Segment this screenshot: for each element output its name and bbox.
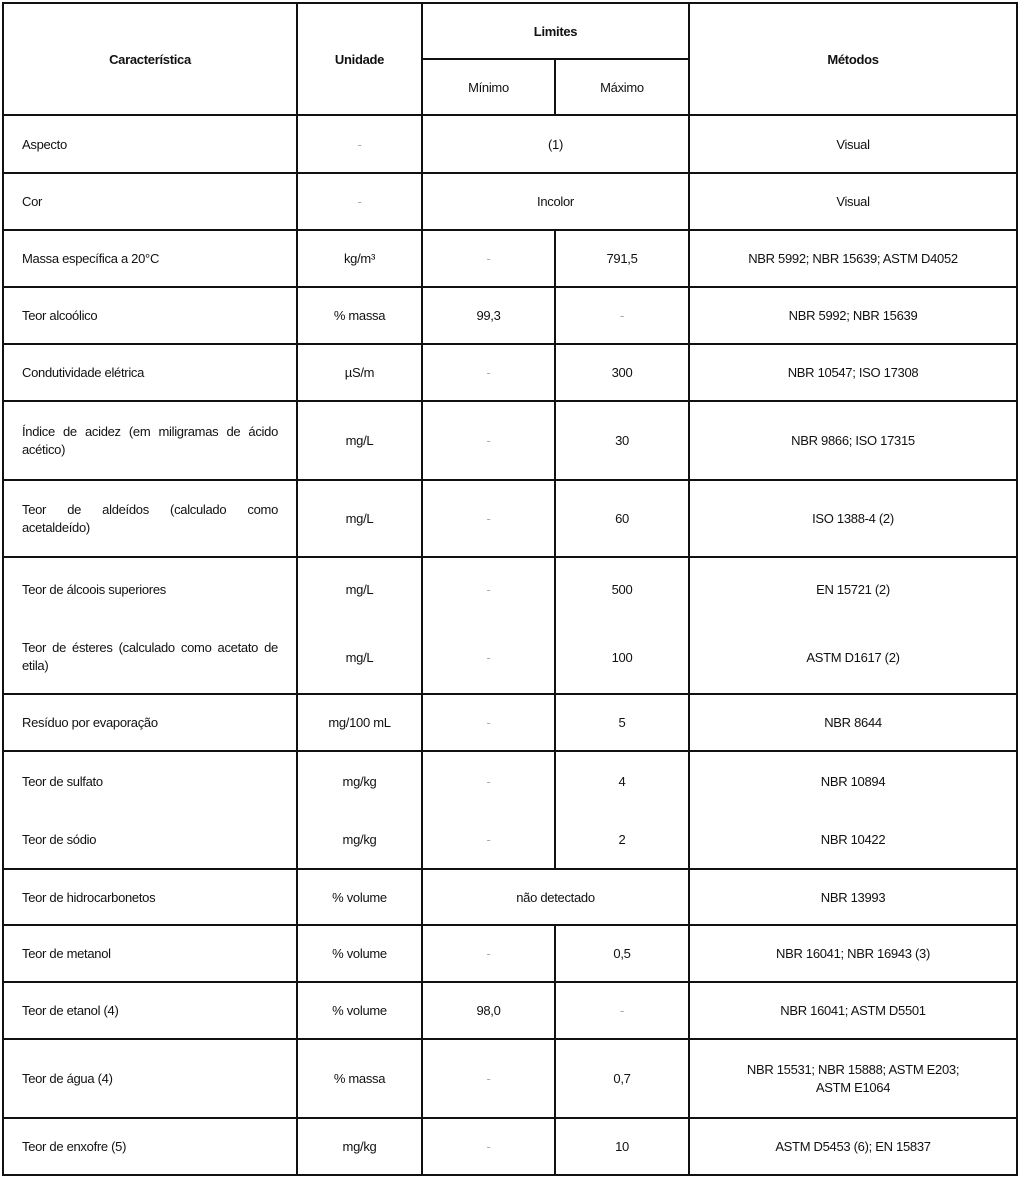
header-unidade: Unidade (297, 3, 422, 115)
cell-maximo: 4 (618, 773, 626, 789)
cell-limite: não detectado (422, 869, 689, 925)
cell-metodos: NBR 10894 (820, 773, 886, 789)
cell-metodos: Visual (689, 173, 1017, 230)
cell-maximo: 300 (555, 344, 689, 401)
cell-caracteristica: Teor de enxofre (5) (3, 1118, 297, 1175)
cell-metodos: ISO 1388-4 (2) (689, 480, 1017, 557)
cell-unidade-group (297, 751, 422, 869)
table-row-group (3, 751, 1017, 869)
cell-minimo: - (486, 582, 491, 598)
cell-unidade: - (297, 173, 422, 230)
cell-caracteristica-group (3, 751, 297, 869)
cell-unidade: mg/L (345, 582, 374, 598)
cell-limite: Incolor (422, 173, 689, 230)
cell-minimo: - (422, 401, 555, 480)
cell-unidade: µS/m (297, 344, 422, 401)
table-row (3, 480, 1017, 557)
cell-unidade: mg/L (297, 401, 422, 480)
cell-caracteristica: Resíduo por evaporação (3, 694, 297, 751)
cell-caracteristica: Teor de água (4) (3, 1039, 297, 1118)
cell-unidade: mg/L (297, 480, 422, 557)
cell-minimo-group (422, 751, 555, 869)
cell-metodos: NBR 16041; ASTM D5501 (689, 982, 1017, 1039)
table-row (3, 694, 1017, 751)
cell-metodos: NBR 5992; NBR 15639 (689, 287, 1017, 344)
cell-maximo: - (555, 982, 689, 1039)
cell-caracteristica: Teor de álcoois superiores (22, 582, 166, 598)
cell-caracteristica: Teor alcoólico (3, 287, 297, 344)
cell-metodos: Visual (689, 115, 1017, 173)
cell-metodos: NBR 13993 (689, 869, 1017, 925)
table-row (3, 344, 1017, 401)
cell-unidade-group (297, 557, 422, 694)
cell-maximo: 0,7 (555, 1039, 689, 1118)
header-metodos: Métodos (689, 3, 1017, 115)
cell-metodos: NBR 8644 (689, 694, 1017, 751)
cell-maximo: 791,5 (555, 230, 689, 287)
cell-unidade: % volume (297, 869, 422, 925)
cell-caracteristica: Teor de sódio (22, 831, 97, 847)
cell-caracteristica: Teor de ésteres (calculado como acetato de etila) (22, 640, 278, 674)
cell-caracteristica: Massa específica a 20°C (3, 230, 297, 287)
cell-minimo-group (422, 557, 555, 694)
cell-maximo: 100 (611, 649, 633, 665)
cell-minimo: - (486, 649, 491, 665)
cell-unidade: kg/m³ (297, 230, 422, 287)
cell-metodos: NBR 10422 (820, 831, 886, 847)
table-row (3, 869, 1017, 925)
cell-maximo: 2 (618, 831, 626, 847)
table-row (3, 1118, 1017, 1175)
cell-metodos-group (689, 751, 1017, 869)
table-row (3, 1039, 1017, 1118)
cell-minimo: - (422, 230, 555, 287)
cell-caracteristica: Cor (3, 173, 297, 230)
cell-metodos: NBR 9866; ISO 17315 (689, 401, 1017, 480)
cell-caracteristica-group (3, 557, 297, 694)
cell-maximo: 500 (611, 582, 633, 598)
table-row (3, 115, 1017, 173)
cell-metodos: EN 15721 (2) (816, 582, 890, 598)
cell-maximo-group (555, 557, 689, 694)
cell-minimo: 98,0 (422, 982, 555, 1039)
cell-minimo: - (486, 831, 491, 847)
cell-maximo: - (555, 287, 689, 344)
header-limites: Limites (422, 3, 689, 59)
cell-minimo: - (486, 773, 491, 789)
cell-minimo: - (422, 1039, 555, 1118)
cell-unidade: % massa (297, 287, 422, 344)
cell-metodos: NBR 16041; NBR 16943 (3) (689, 925, 1017, 982)
cell-unidade: % volume (297, 925, 422, 982)
cell-caracteristica: Índice de acidez (em miligramas de ácido acético) (3, 401, 297, 480)
cell-metodos-group (689, 557, 1017, 694)
cell-maximo: 60 (555, 480, 689, 557)
table-row (3, 173, 1017, 230)
table-row (3, 230, 1017, 287)
cell-unidade: mg/kg (297, 1118, 422, 1175)
cell-limite: (1) (422, 115, 689, 173)
table-row (3, 982, 1017, 1039)
cell-maximo: 0,5 (555, 925, 689, 982)
header-minimo: Mínimo (422, 59, 555, 115)
cell-caracteristica: Condutividade elétrica (3, 344, 297, 401)
cell-metodos: NBR 5992; NBR 15639; ASTM D4052 (689, 230, 1017, 287)
cell-caracteristica: Aspecto (3, 115, 297, 173)
table-row (3, 401, 1017, 480)
cell-caracteristica: Teor de sulfato (22, 773, 103, 789)
cell-maximo: 30 (555, 401, 689, 480)
cell-minimo: - (422, 480, 555, 557)
cell-caracteristica: Teor de metanol (3, 925, 297, 982)
cell-unidade: - (297, 115, 422, 173)
cell-caracteristica: Teor de etanol (4) (3, 982, 297, 1039)
cell-minimo: - (422, 1118, 555, 1175)
cell-maximo: 10 (555, 1118, 689, 1175)
cell-metodos: NBR 15531; NBR 15888; ASTM E203; ASTM E1064 (689, 1039, 1017, 1118)
specification-table (2, 2, 1018, 1176)
cell-metodos: NBR 10547; ISO 17308 (689, 344, 1017, 401)
cell-minimo: 99,3 (422, 287, 555, 344)
header-maximo: Máximo (555, 59, 689, 115)
cell-minimo: - (422, 925, 555, 982)
cell-metodos: ASTM D5453 (6); EN 15837 (689, 1118, 1017, 1175)
cell-caracteristica: Teor de aldeídos (calculado como acetaldeído) (3, 480, 297, 557)
cell-unidade: mg/kg (342, 831, 377, 847)
cell-unidade: mg/kg (342, 773, 377, 789)
table-row (3, 287, 1017, 344)
cell-maximo-group (555, 751, 689, 869)
header-caracteristica: Característica (3, 3, 297, 115)
cell-unidade: mg/100 mL (297, 694, 422, 751)
cell-minimo: - (422, 694, 555, 751)
cell-unidade: mg/L (345, 649, 374, 665)
cell-unidade: % volume (297, 982, 422, 1039)
cell-metodos: ASTM D1617 (2) (806, 649, 900, 665)
table-row (3, 925, 1017, 982)
cell-minimo: - (422, 344, 555, 401)
cell-unidade: % massa (297, 1039, 422, 1118)
cell-maximo: 5 (555, 694, 689, 751)
table-row-group (3, 557, 1017, 694)
cell-caracteristica: Teor de hidrocarbonetos (3, 869, 297, 925)
